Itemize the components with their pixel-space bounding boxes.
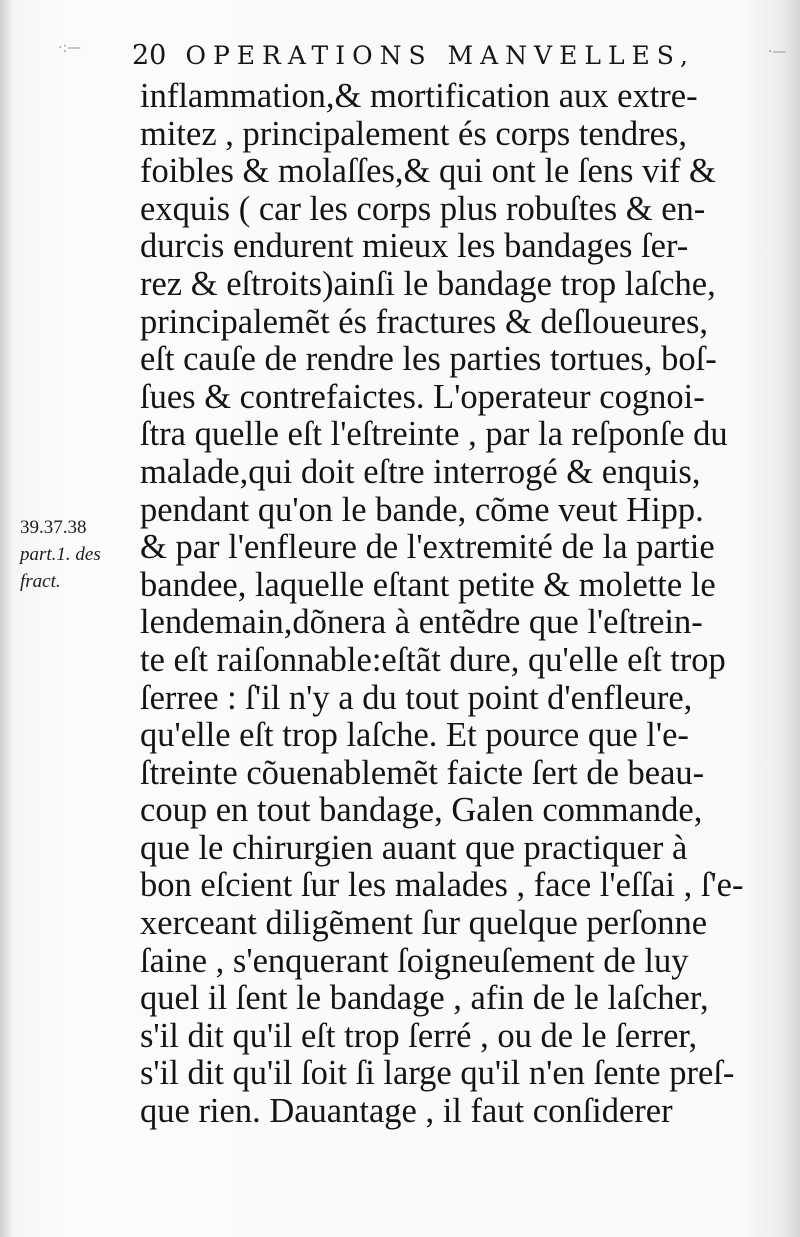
- text-line: lendemain,dõnera à entẽdre que l'eſtrein-: [140, 603, 703, 642]
- text-line: coup en tout bandage, Galen commande,: [140, 791, 703, 830]
- text-line: quel il ſent le bandage , afin de le laſcher,: [140, 979, 709, 1018]
- text-line: ſtreinte cõuenablemẽt faicte ſert de beau-: [140, 753, 705, 792]
- running-header: [132, 40, 695, 71]
- edge-mark-left: ·:—: [58, 40, 82, 56]
- text-line: eſt cauſe de rendre les parties tortues, boſ-: [140, 340, 717, 379]
- edge-mark-right: ·—: [768, 44, 787, 60]
- margin-note-line: fract.: [20, 571, 61, 592]
- text-line: & par l'enfleure de l'extremité de la partie: [140, 528, 715, 567]
- text-line: malade,qui doit eſtre interrogé & enquis,: [140, 452, 701, 491]
- margin-note: [20, 514, 101, 595]
- text-line: rez & eſtroits)ainſi le bandage trop laſche,: [140, 264, 716, 303]
- text-line: s'il dit qu'il eſt trop ſerré , ou de le ſerrer,: [140, 1016, 698, 1055]
- text-line: pendant qu'on le bande, cõme veut Hipp.: [140, 490, 704, 529]
- margin-note-reference: 39.37.38: [20, 517, 87, 538]
- running-title: OPERATIONS MANVELLES,: [185, 41, 695, 70]
- text-line: principalemẽt és fractures & deſloueures,: [140, 302, 709, 341]
- text-line: mitez , principalement és corps tendres,: [140, 114, 688, 153]
- text-line: que rien. Dauantage , il faut conſiderer: [140, 1092, 673, 1131]
- text-line: ſerree : ſ'il n'y a du tout point d'enfleure,: [140, 678, 693, 717]
- page-number: 20: [132, 40, 167, 71]
- text-line: ſaine , s'enquerant ſoigneuſement de luy: [140, 941, 689, 980]
- text-line: que le chirurgien auant que practiquer à: [140, 828, 688, 867]
- text-line: inflammation,& mortification aux extre-: [140, 77, 698, 115]
- text-line: ſues & contrefaictes. L'operateur cognoi-: [140, 377, 705, 416]
- margin-note-line: part.1. des: [20, 544, 101, 565]
- text-line: te eſt raiſonnable:eſtãt dure, qu'elle eſt trop: [140, 640, 726, 679]
- text-line: bon eſcient ſur les malades , face l'eſſai , ſ'e-: [140, 866, 744, 905]
- text-line: foibles & molaſſes,& qui ont le ſens vif &: [140, 152, 716, 191]
- text-line: qu'elle eſt trop laſche. Et pource que l'e-: [140, 716, 689, 755]
- text-line: durcis endurent mieux les bandages ſer-: [140, 227, 689, 266]
- text-line: xerceant diligẽment ſur quelque perſonne: [140, 904, 708, 943]
- text-line: bandee, laquelle eſtant petite & molette le: [140, 565, 716, 604]
- text-line: s'il dit qu'il ſoit ſi large qu'il n'en ſente preſ-: [140, 1054, 735, 1093]
- text-line: exquis ( car les corps plus robuſtes & en-: [140, 189, 706, 228]
- body-text: [140, 78, 750, 1131]
- text-line: ſtra quelle eſt l'eſtreinte , par la reſponſe du: [140, 415, 728, 454]
